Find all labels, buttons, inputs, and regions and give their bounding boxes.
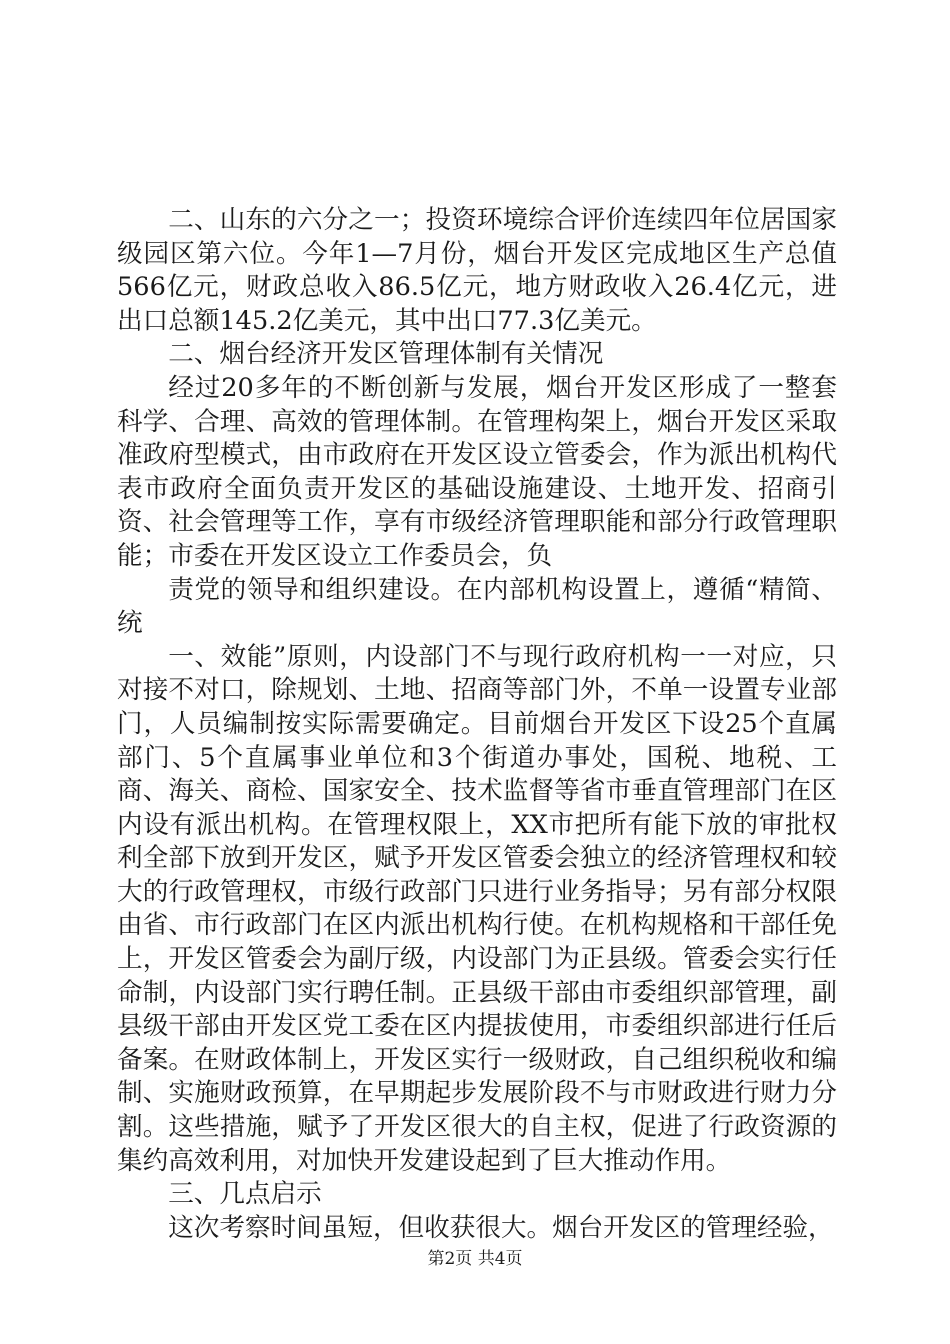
section-heading-management-system: 二、烟台经济开发区管理体制有关情况 [168,339,604,370]
document-body [117,204,837,1245]
paragraph-inspection-gains: 这次考察时间虽短，但收获很大。烟台开发区的管理经验， [168,1212,834,1243]
paragraph-party-leadership: 责党的领导和组织建设。在内部机构设置上，遵循“精简、统 [117,574,837,639]
paragraph-investment-summary: 二、山东的六分之一；投资环境综合评价连续四年位居国家级园区第六位。今年1—7月份，烟台开发区完成地区生产总值566亿元，财政总收入86.5亿元，地方财政收入26.4亿元，进出口总额145.2亿美元，其中出口77.3亿美元。 [117,205,837,336]
section-heading-insights: 三、几点启示 [168,1179,322,1210]
page-footer: 第2页 共4页 [427,1249,523,1269]
paragraph-management-structure: 经过20多年的不断创新与发展，烟台开发区形成了一整套科学、合理、高效的管理体制。在管理构架上，烟台开发区采取准政府型模式，由市政府在开发区设立管委会，作为派出机构代表市政府全面负责开发区的基础设施建设、土地开发、招商引资、社会管理等工作，享有市级经济管理职能和部分行政管理职能；市委在开发区设立工作委员会，负 [117,372,837,571]
paragraph-efficiency-principle: 一、效能”原则，内设部门不与现行政府机构一一对应，只对接不对口，除规划、土地、招商等部门外，不单一设置专业部门，人员编制按实际需要确定。目前烟台开发区下设25个直属部门、5个直属事业单位和3个街道办事处，国税、地税、工商、海关、商检、国家安全、技术监督等省市垂直管理部门在区内设有派出机构。在管理权限上，XX市把所有能下放的审批权利全部下放到开发区，赋予开发区管委会独立的经济管理权和较大的行政管理权，市级行政部门只进行业务指导；另有部分权限由省、市行政部门在区内派出机构行使。在机构规格和干部任免上，开发区管委会为副厅级，内设部门为正县级。管委会实行任命制，内设部门实行聘任制。正县级干部由市委组织部管理，副县级干部由开发区党工委在区内提拔使用，市委组织部进行任后备案。在财政体制上，开发区实行一级财政，自己组织税收和编制、实施财政预算，在早期起步发展阶段不与市财政进行财力分割。这些措施，赋予了开发区很大的自主权，促进了行政资源的集约高效利用，对加快开发建设起到了巨大推动作用。 [117,641,837,1176]
